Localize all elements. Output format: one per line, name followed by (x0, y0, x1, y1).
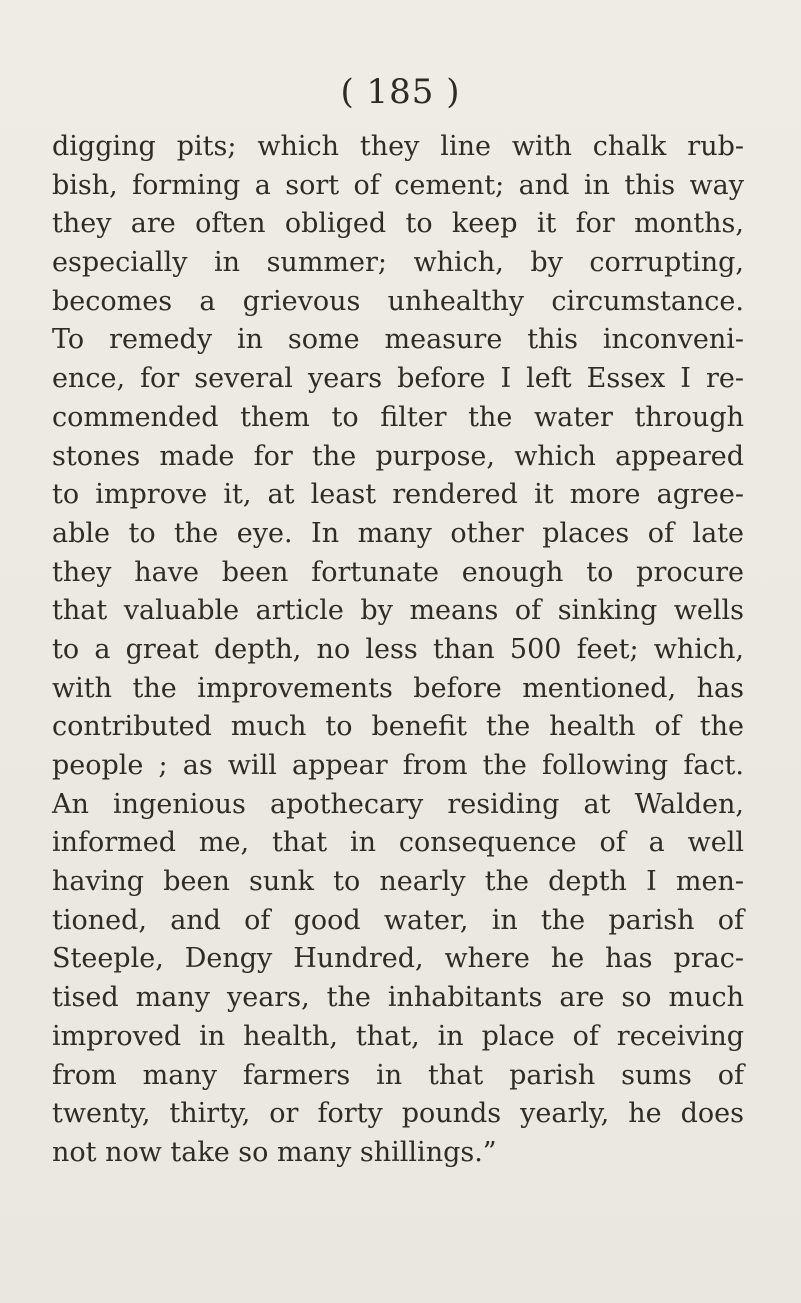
text-line: stones made for the purpose, which appeared (52, 440, 744, 472)
body-text (52, 128, 744, 1173)
text-line: to improve it, at least rendered it more agree- (52, 479, 744, 511)
text-line: contributed much to benefit the health of the (52, 711, 744, 743)
text-line: twenty, thirty, or forty pounds yearly, he does (52, 1098, 744, 1130)
text-line: Steeple, Dengy Hundred, where he has prac- (52, 943, 744, 975)
text-line: people ; as will appear from the following fact. (52, 750, 744, 781)
text-line: bish, forming a sort of cement; and in this way (52, 169, 744, 201)
text-line: An ingenious apothecary residing at Walden, (52, 788, 744, 820)
text-line: improved in health, that, in place of receiving (52, 1020, 744, 1052)
text-line: with the improvements before mentioned, has (52, 672, 744, 704)
text-line: to a great depth, no less than 500 feet; which, (52, 633, 744, 665)
page-number: ( 185 ) (340, 72, 461, 112)
text-line: especially in summer; which, by corrupting, (52, 247, 744, 279)
text-line: To remedy in some measure this inconveni- (52, 324, 744, 356)
text-line: having been sunk to nearly the depth I men- (52, 866, 744, 898)
text-line: that valuable article by means of sinking wells (52, 595, 744, 627)
text-line: able to the eye. In many other places of late (52, 517, 744, 549)
text-line: not now take so many shillings.” (52, 1136, 497, 1168)
text-line: tised many years, the inhabitants are so much (52, 982, 744, 1014)
text-line: commended them to filter the water through (52, 401, 744, 433)
text-line: informed me, that in consequence of a well (52, 827, 744, 859)
text-line: they have been fortunate enough to procure (52, 556, 744, 588)
text-line: becomes a grievous unhealthy circumstance. (52, 285, 744, 317)
text-line: tioned, and of good water, in the parish of (52, 904, 744, 936)
text-line: they are often obliged to keep it for months, (52, 208, 744, 240)
text-line: digging pits; which they line with chalk rub- (52, 131, 744, 162)
text-line: from many farmers in that parish sums of (52, 1059, 744, 1091)
text-line: ence, for several years before I left Essex I re- (52, 363, 744, 395)
